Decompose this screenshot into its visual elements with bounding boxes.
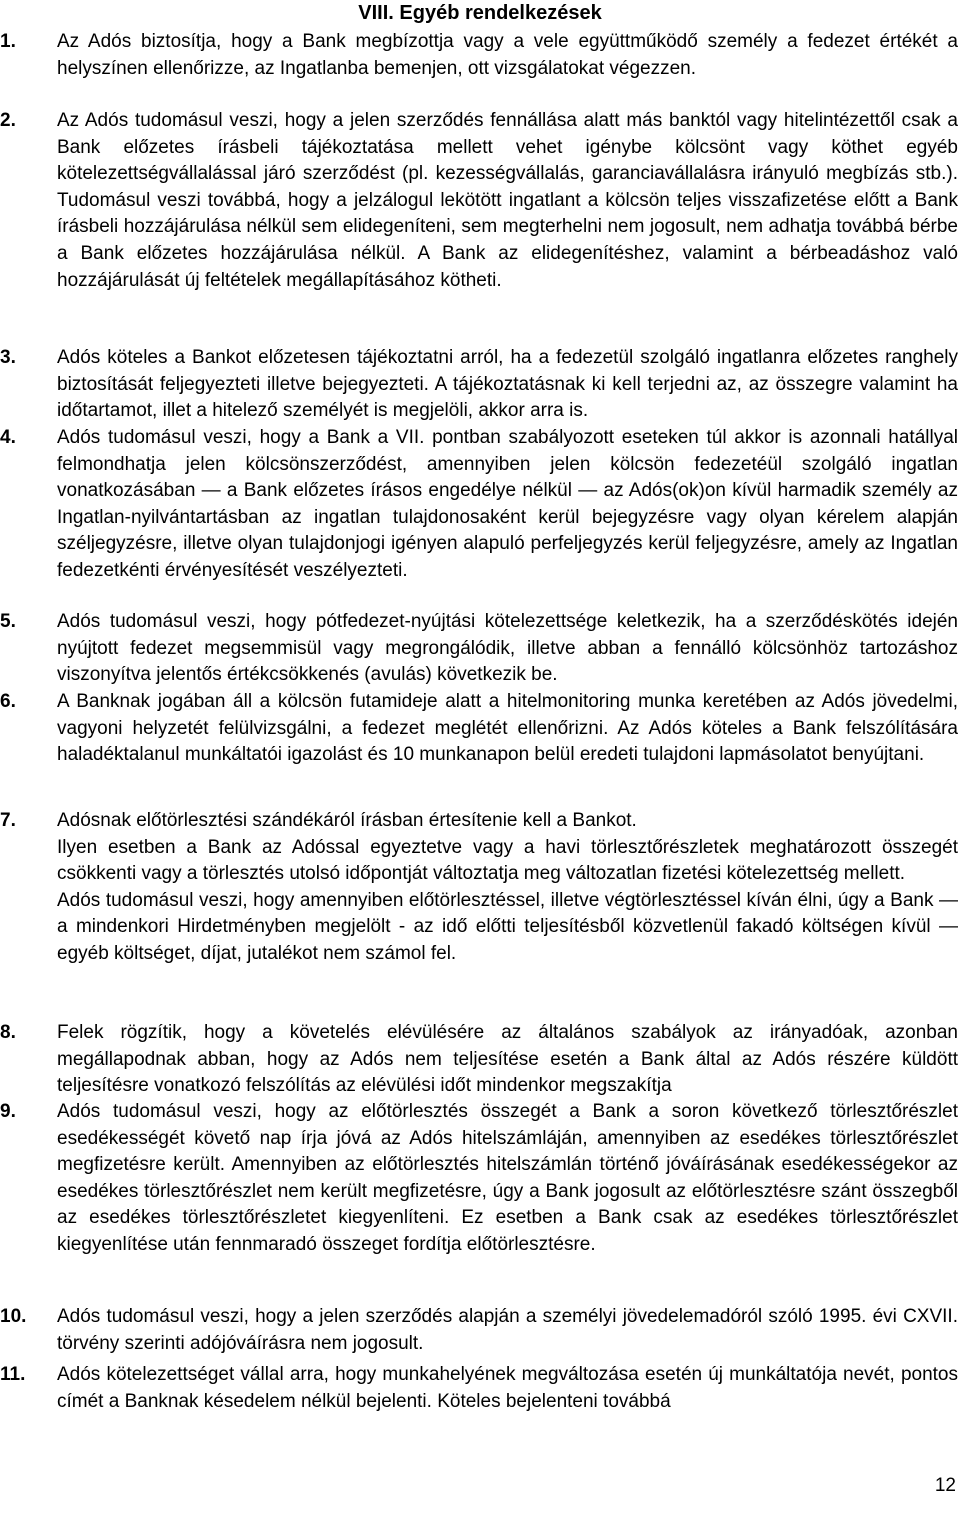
clause-10: [0, 1304, 958, 1357]
clause-text: Adós tudomásul veszi, hogy pótfedezet-nyújtási kötelezettsége keletkezik, ha a szerződéskötés idején nyújtott fedezet megsemmisül vagy megrongálódik, illetve abban a fennálló kölcsönhöz tartozáshoz viszonyítva jelentős értékcsökkenés (avulás) következik be.: [57, 611, 958, 686]
clause-number: 3.: [0, 347, 16, 368]
clause-number: 8.: [0, 1022, 16, 1043]
clause-number: 1.: [0, 31, 16, 52]
clause-number: 10.: [0, 1306, 27, 1327]
clause-text: Ilyen esetben a Bank az Adóssal egyeztetve vagy a havi törlesztőrészletek meghatározott összegét csökkenti vagy a törlesztés utolsó időpontját változtatja meg változatlan fizetési kötelezettség mellett.: [57, 836, 958, 885]
clause-8: [0, 1020, 958, 1100]
clause-text: Adós tudomásul veszi, hogy amennyiben előtörlesztéssel, illetve végtörlesztéssel kíván élni, úgy a Bank — a mindenkori Hirdetményben megjelölt - az idő előtti teljesítésből közvetlenül fakadó költségen kívül — egyéb költséget, díjat, jutalékot nem számol fel.: [57, 889, 958, 964]
clause-text: Az Adós tudomásul veszi, hogy a jelen szerződés fennállása alatt más banktól vagy hitelintézettől csak a Bank előzetes írásbeli tájékoztatása mellett vehet igénybe kölcsönt vagy köthet egyéb kötelezettségvállalással járó szerződést (pl. kezességvállalás, garanciavállalásra irányuló megbízás stb.). Tudomásul veszi továbbá, hogy a jelzálogul lekötött ingatlant a kölcsön teljes visszafizetése előtt a Bank írásbeli hozzájárulása nélkül sem elidegeníteni, sem megterhelni nem jogosult, nem adhatja továbbá bérbe a Bank előzetes hozzájárulása nélkül. A Bank az elidegenítéshez, valamint a bérbeadáshoz való hozzájárulását új feltételek megállapításához kötheti.: [57, 110, 958, 291]
clause-text: Felek rögzítik, hogy a követelés elévülésére az általános szabályok az irányadóak, azonban megállapodnak abban, hogy az Adós nem teljesítése esetén a Bank által az Adós részére küldött teljesítésre vonatkozó felszólítás az elévülési időt mindenkor megszakítja: [57, 1022, 958, 1097]
clause-7: [0, 808, 958, 968]
clause-text: Adósnak előtörlesztési szándékáról írásban értesítenie kell a Bankot.: [57, 810, 637, 831]
clause-number: 9.: [0, 1101, 16, 1122]
section-title: VIII. Egyéb rendelkezések: [358, 2, 602, 24]
clause-number: 2.: [0, 110, 16, 131]
clause-number: 11.: [0, 1364, 26, 1385]
clause-text: Adós köteles a Bankot előzetesen tájékoztatni arról, ha a fedezetül szolgáló ingatlanra előzetes ranghely biztosítását feljegyezteti illetve bejegyezteti. A tájékoztatásnak ki kell terjedni az, az összegre valamint ha időtartamot, illet a hitelező személyét is megjelöli, akkor arra is.: [57, 347, 958, 422]
clause-text: A Banknak jogában áll a kölcsön futamideje alatt a hitelmonitoring munka keretében az Adós jövedelmi, vagyoni helyzetét felülvizsgálni, a fedezet meglétét ellenőrizni. Az Adós köteles a Bank felszólítására haladéktalanul munkáltatói igazolást és 10 munkanapon belül eredeti tulajdoni lapmásolatot benyújtani.: [57, 691, 958, 766]
clause-text: Adós tudomásul veszi, hogy a jelen szerződés alapján a személyi jövedelemadóról szóló 1995. évi CXVII. törvény szerinti adójóváírásra nem jogosult.: [57, 1306, 958, 1354]
clause-9: [0, 1099, 958, 1259]
clause-text: Adós tudomásul veszi, hogy az előtörlesztés összegét a Bank a soron következő törlesztőrészlet esedékességét követő nap írja jóvá az Adós hitelszámláján, amennyiben az esedékes törlesztőrészlet megfizetésre került. Amennyiben az előtörlesztés hitelszámlán történő jóváírásának esedékességekor az esedékes törlesztőrészlet nem került megfizetésre, úgy a Bank jogosult az előtörlesztésre szánt összegből az esedékes törlesztőrészletet kiegyenlíteni. Ez esetben a Bank csak az esedékes törlesztőrészlet kiegyenlítése után fennmaradó összeget fordítja előtörlesztésre.: [57, 1101, 958, 1255]
clause-4: [0, 425, 958, 585]
page-number: 12: [934, 1475, 956, 1496]
clause-text: Adós kötelezettséget vállal arra, hogy munkahelyének megváltozása esetén új munkáltatója nevét, pontos címét a Banknak késedelem nélkül bejelenti. Köteles bejelenteni továbbá: [57, 1364, 958, 1412]
clause-3: [0, 345, 958, 425]
clause-11: [0, 1362, 958, 1415]
clause-2: [0, 108, 958, 294]
clause-1: [0, 29, 958, 82]
clause-text: Az Adós biztosítja, hogy a Bank megbízottja vagy a vele együttműködő személy a fedezet értékét a helyszínen ellenőrizze, az Ingatlanba bemenjen, ott vizsgálatokat végezzen.: [57, 31, 958, 79]
clause-number: 6.: [0, 691, 16, 712]
clause-number: 5.: [0, 611, 16, 632]
clause-number: 4.: [0, 427, 16, 448]
clause-6: [0, 689, 958, 769]
clause-text: Adós tudomásul veszi, hogy a Bank a VII. pontban szabályozott eseteken túl akkor is azonnali hatállyal felmondhatja jelen kölcsönszerződést, amennyiben jelen kölcsön fedezetéül szolgáló ingatlan vonatkozásában — a Bank előzetes írásos engedélye nélkül — az Adós(ok)on kívül harmadik személy az Ingatlan-nyilvántartásban az ingatlan tulajdonosaként kerül bejegyzésre vagy olyan kérelem alapján széljegyzésre, illetve olyan tulajdonjogi igényen alapuló perfeljegyzés kerül feljegyzésre, amely az Ingatlan fedezetkénti érvényesítését veszélyezteti.: [57, 427, 958, 581]
clause-number: 7.: [0, 810, 16, 831]
clause-5: [0, 609, 958, 689]
